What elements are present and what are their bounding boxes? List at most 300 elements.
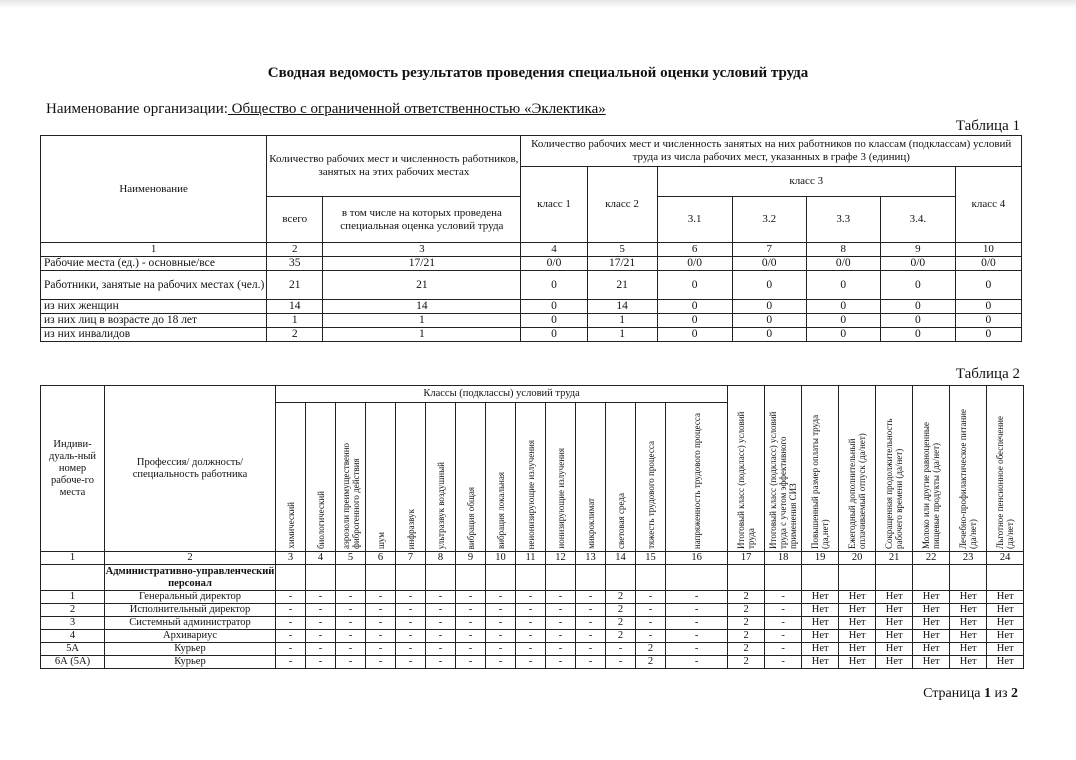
- t1-row: [41, 300, 1022, 314]
- t2-colnum: 8: [426, 552, 456, 565]
- summary-table-2: [40, 385, 1024, 669]
- t1-header-class2: класс 2: [587, 167, 657, 243]
- t2-cell: [913, 565, 950, 591]
- t2-cell: [950, 565, 987, 591]
- t1-cell: 0: [657, 314, 732, 328]
- t1-cell: 0: [732, 271, 806, 300]
- t2-cell: [987, 565, 1024, 591]
- t2-cell: Нет: [839, 591, 876, 604]
- organization-line: [46, 101, 606, 118]
- t2-colnum: 20: [839, 552, 876, 565]
- t2-cell: -: [306, 591, 336, 604]
- t1-header-class34: 3.4.: [880, 197, 955, 243]
- t2-cell: -: [666, 617, 728, 630]
- t2-cell: -: [516, 591, 546, 604]
- t2-cell: Нет: [839, 617, 876, 630]
- t2-cell: [606, 565, 636, 591]
- t2-cell: [486, 565, 516, 591]
- t2-factor-header: вибрация локальная: [486, 403, 516, 552]
- t2-cell: 2: [606, 604, 636, 617]
- t2-factor-header: биологический: [306, 403, 336, 552]
- t2-cell: Нет: [876, 591, 913, 604]
- t2-cell: 2: [606, 630, 636, 643]
- t2-cell: -: [546, 591, 576, 604]
- t1-header-class1: класс 1: [521, 167, 587, 243]
- t1-cell: 2: [267, 328, 323, 342]
- t2-cell: [41, 565, 105, 591]
- t2-cell: -: [576, 604, 606, 617]
- t2-factor-header: инфразвук: [396, 403, 426, 552]
- t1-cell: 0: [880, 314, 955, 328]
- t2-factor-header: ионизирующие излучения: [546, 403, 576, 552]
- t2-cell: -: [606, 656, 636, 669]
- t2-row: [41, 604, 1024, 617]
- t2-cell: Нет: [913, 643, 950, 656]
- t1-cell: 35: [267, 257, 323, 271]
- t2-colnum: 10: [486, 552, 516, 565]
- t2-cell: [728, 565, 765, 591]
- t1-colnum: 10: [955, 243, 1021, 257]
- t2-row: [41, 617, 1024, 630]
- t1-header-class4: класс 4: [955, 167, 1021, 243]
- t2-row-profession: Курьер: [105, 643, 276, 656]
- t1-cell: 0: [955, 314, 1021, 328]
- t1-cell: 0: [955, 328, 1021, 342]
- t2-cell: 2: [606, 617, 636, 630]
- t1-cell: 0: [521, 300, 587, 314]
- t1-cell: 0/0: [880, 257, 955, 271]
- t2-cell: 2: [728, 617, 765, 630]
- t2-cell: -: [516, 604, 546, 617]
- t2-header-extra-1: Итоговый класс (подкласс) условий труда с учетом эффективного применения СИЗ: [765, 386, 802, 552]
- t2-row-profession: Системный администратор: [105, 617, 276, 630]
- t2-cell: -: [666, 604, 728, 617]
- t1-cell: 0: [657, 300, 732, 314]
- t2-factor-header: световая среда: [606, 403, 636, 552]
- t2-cell: -: [366, 656, 396, 669]
- t2-cell: -: [546, 604, 576, 617]
- t2-cell: Нет: [913, 617, 950, 630]
- t2-cell: -: [396, 604, 426, 617]
- t2-row-id: 3: [41, 617, 105, 630]
- t1-header-total: всего: [267, 197, 323, 243]
- t2-factor-header: аэрозоли преимущественно фиброгенного действия: [336, 403, 366, 552]
- t1-cell: 0: [806, 271, 880, 300]
- t2-row-profession: Генеральный директор: [105, 591, 276, 604]
- t2-colnum: 11: [516, 552, 546, 565]
- t2-cell: -: [426, 630, 456, 643]
- t2-cell: Нет: [913, 630, 950, 643]
- t2-cell: -: [276, 630, 306, 643]
- t2-cell: -: [546, 643, 576, 656]
- t2-cell: -: [486, 643, 516, 656]
- t2-cell: Нет: [839, 656, 876, 669]
- document-title: Сводная ведомость результатов проведения специальной оценки условий труда: [267, 65, 809, 81]
- t2-cell: Нет: [802, 630, 839, 643]
- t2-row-id: 2: [41, 604, 105, 617]
- t1-cell: 0: [521, 271, 587, 300]
- t2-colnum: 12: [546, 552, 576, 565]
- t2-cell: Нет: [987, 617, 1024, 630]
- t1-header-name: Наименование: [41, 136, 267, 243]
- t2-cell: -: [765, 591, 802, 604]
- t1-header-sout: в том числе на которых проведена специальная оценка условий труда: [323, 197, 521, 243]
- t1-cell: 1: [587, 328, 657, 342]
- t1-cell: 0: [955, 271, 1021, 300]
- table2-label: Таблица 2: [955, 366, 1020, 382]
- t2-colnum: 21: [876, 552, 913, 565]
- t2-cell: -: [426, 591, 456, 604]
- t2-cell: [839, 565, 876, 591]
- t2-colnum: 3: [276, 552, 306, 565]
- t2-row: [41, 591, 1024, 604]
- t2-cell: -: [546, 617, 576, 630]
- t2-cell: Нет: [950, 604, 987, 617]
- t1-cell: 0/0: [732, 257, 806, 271]
- t2-cell: -: [765, 630, 802, 643]
- t2-cell: -: [486, 630, 516, 643]
- t2-colnum: 7: [396, 552, 426, 565]
- t1-row-name: Рабочие места (ед.) - основные/все: [41, 257, 267, 271]
- t1-header-classes: Количество рабочих мест и численность занятых на них работников по классам (подклассам) условий труда из числа рабочих мест, указанных в графе 3 (единиц): [521, 136, 1022, 167]
- t2-cell: -: [636, 604, 666, 617]
- t2-cell: -: [765, 656, 802, 669]
- t1-row-name: из них инвалидов: [41, 328, 267, 342]
- t2-colnum: 5: [336, 552, 366, 565]
- t2-cell: -: [606, 643, 636, 656]
- t2-cell: 2: [728, 630, 765, 643]
- t1-cell: 21: [267, 271, 323, 300]
- t2-factor-header: ультразвук воздушный: [426, 403, 456, 552]
- t2-factor-header: напряженность трудового процесса: [666, 403, 728, 552]
- t2-cell: [396, 565, 426, 591]
- t2-cell: -: [306, 656, 336, 669]
- t2-cell: -: [666, 630, 728, 643]
- t2-cell: -: [636, 591, 666, 604]
- t2-cell: -: [456, 604, 486, 617]
- t1-row: [41, 314, 1022, 328]
- t1-cell: 0/0: [955, 257, 1021, 271]
- t2-cell: [876, 565, 913, 591]
- t2-colnum: 23: [950, 552, 987, 565]
- t2-cell: -: [276, 604, 306, 617]
- t2-colnum: 16: [666, 552, 728, 565]
- t2-factor-header: тяжесть трудового процесса: [636, 403, 666, 552]
- t2-cell: Нет: [839, 630, 876, 643]
- t2-column-numbers: [41, 552, 1024, 565]
- t2-colnum: 1: [41, 552, 105, 565]
- t2-cell: -: [516, 643, 546, 656]
- t1-cell: 14: [587, 300, 657, 314]
- t2-cell: -: [486, 604, 516, 617]
- t2-cell: -: [456, 630, 486, 643]
- t1-cell: 0/0: [806, 257, 880, 271]
- t2-row-id: 5А: [41, 643, 105, 656]
- t1-cell: 0: [880, 271, 955, 300]
- t2-cell: -: [666, 656, 728, 669]
- t2-group-row: [41, 565, 1024, 591]
- t1-cell: 14: [323, 300, 521, 314]
- page-counter: Страница 1 из 2: [923, 686, 1018, 701]
- t2-cell: Нет: [913, 591, 950, 604]
- t2-cell: Нет: [839, 604, 876, 617]
- t2-cell: Нет: [950, 643, 987, 656]
- summary-table-1: [40, 135, 1022, 342]
- t2-row-id: 4: [41, 630, 105, 643]
- t2-cell: -: [366, 617, 396, 630]
- t2-cell: -: [486, 617, 516, 630]
- t2-header-extra-5: Молоко или другие равноценные пищевые продукты (да/нет): [913, 386, 950, 552]
- t2-cell: Нет: [802, 617, 839, 630]
- t2-colnum: 6: [366, 552, 396, 565]
- t2-cell: -: [636, 630, 666, 643]
- t2-factor-header: неионизирующие излучения: [516, 403, 546, 552]
- t1-cell: 17/21: [587, 257, 657, 271]
- t2-cell: Нет: [987, 604, 1024, 617]
- t2-row: [41, 643, 1024, 656]
- t2-cell: -: [486, 656, 516, 669]
- t2-factor-header: химический: [276, 403, 306, 552]
- t2-cell: -: [336, 656, 366, 669]
- t2-cell: [366, 565, 396, 591]
- t1-header-class31: 3.1: [657, 197, 732, 243]
- t2-cell: -: [276, 617, 306, 630]
- t2-cell: -: [426, 617, 456, 630]
- t2-cell: -: [426, 643, 456, 656]
- t2-cell: Нет: [913, 656, 950, 669]
- t2-cell: Нет: [876, 643, 913, 656]
- t2-cell: -: [765, 617, 802, 630]
- t2-cell: -: [426, 604, 456, 617]
- t2-header-extra-3: Ежегодный дополнительный оплачиваемый отпуск (да/нет): [839, 386, 876, 552]
- t2-factor-header: шум: [366, 403, 396, 552]
- t2-factor-header: вибрация общая: [456, 403, 486, 552]
- t2-cell: 2: [728, 591, 765, 604]
- t1-cell: 0: [955, 300, 1021, 314]
- t2-cell: -: [336, 643, 366, 656]
- t1-column-numbers: [41, 243, 1022, 257]
- t2-colnum: 17: [728, 552, 765, 565]
- t1-header-class3: класс 3: [657, 167, 955, 197]
- t2-cell: Нет: [987, 630, 1024, 643]
- t1-cell: 0: [880, 300, 955, 314]
- t2-cell: -: [516, 656, 546, 669]
- t2-cell: -: [576, 591, 606, 604]
- t2-cell: Нет: [987, 591, 1024, 604]
- t1-cell: 21: [323, 271, 521, 300]
- t2-cell: 2: [636, 643, 666, 656]
- t2-cell: -: [306, 630, 336, 643]
- t2-cell: Нет: [802, 656, 839, 669]
- t2-row-id: 1: [41, 591, 105, 604]
- t2-cell: [456, 565, 486, 591]
- t2-cell: Нет: [913, 604, 950, 617]
- t2-cell: 2: [606, 591, 636, 604]
- t1-cell: 0: [732, 300, 806, 314]
- t2-header-extra-7: Льготное пенсионное обеспечение (да/нет): [987, 386, 1024, 552]
- t2-factor-header: микроклимат: [576, 403, 606, 552]
- t2-cell: [546, 565, 576, 591]
- t1-colnum: 4: [521, 243, 587, 257]
- t1-cell: 0: [521, 314, 587, 328]
- t2-cell: Нет: [950, 617, 987, 630]
- t2-cell: [426, 565, 456, 591]
- t1-cell: 0: [657, 328, 732, 342]
- t2-cell: [336, 565, 366, 591]
- t2-cell: -: [456, 591, 486, 604]
- t1-cell: 0: [806, 300, 880, 314]
- t2-cell: -: [516, 617, 546, 630]
- t1-colnum: 7: [732, 243, 806, 257]
- t1-colnum: 9: [880, 243, 955, 257]
- t2-cell: -: [336, 591, 366, 604]
- t1-row-name: из них женщин: [41, 300, 267, 314]
- t1-cell: 0: [521, 328, 587, 342]
- t2-cell: Нет: [987, 643, 1024, 656]
- t2-cell: [802, 565, 839, 591]
- t2-cell: [306, 565, 336, 591]
- t1-cell: 0: [732, 328, 806, 342]
- t1-colnum: 3: [323, 243, 521, 257]
- t2-header-extra-6: Лечебно-профилактическое питание (да/нет): [950, 386, 987, 552]
- t2-cell: -: [306, 604, 336, 617]
- t2-header-extra-2: Повышенный размер оплаты труда (да,нет): [802, 386, 839, 552]
- t2-cell: -: [546, 656, 576, 669]
- t2-cell: -: [336, 630, 366, 643]
- t2-colnum: 13: [576, 552, 606, 565]
- t2-cell: -: [366, 643, 396, 656]
- t2-row-profession: Исполнительный директор: [105, 604, 276, 617]
- t2-cell: -: [426, 656, 456, 669]
- t2-cell: Нет: [876, 656, 913, 669]
- t2-cell: Нет: [950, 630, 987, 643]
- t2-cell: -: [276, 643, 306, 656]
- organization-name: Общество с ограниченной ответственностью «Эклектика»: [227, 101, 606, 117]
- t1-row: [41, 271, 1022, 300]
- t2-cell: -: [396, 656, 426, 669]
- t2-colnum: 18: [765, 552, 802, 565]
- t2-cell: -: [666, 591, 728, 604]
- t2-cell: -: [456, 617, 486, 630]
- t2-cell: -: [396, 617, 426, 630]
- t1-cell: 1: [323, 328, 521, 342]
- t1-header-count: Количество рабочих мест и численность работников, занятых на этих рабочих местах: [267, 136, 521, 197]
- t2-colnum: 15: [636, 552, 666, 565]
- t1-colnum: 5: [587, 243, 657, 257]
- t2-cell: -: [456, 643, 486, 656]
- t2-header-profession: Профессия/ должность/ специальность работника: [105, 386, 276, 552]
- t2-colnum: 4: [306, 552, 336, 565]
- t2-cell: -: [366, 630, 396, 643]
- t2-cell: -: [396, 643, 426, 656]
- t2-cell: -: [276, 591, 306, 604]
- t2-cell: -: [306, 643, 336, 656]
- t2-colnum: 9: [456, 552, 486, 565]
- t2-colnum: 22: [913, 552, 950, 565]
- t2-header-extra-0: Итоговый класс (подкласс) условий труда: [728, 386, 765, 552]
- t2-cell: [516, 565, 546, 591]
- t2-cell: -: [396, 630, 426, 643]
- t1-cell: 0: [806, 314, 880, 328]
- t2-cell: Нет: [950, 591, 987, 604]
- t2-cell: -: [576, 630, 606, 643]
- t2-cell: -: [516, 630, 546, 643]
- t2-cell: -: [336, 617, 366, 630]
- t2-cell: 2: [728, 604, 765, 617]
- t2-cell: Нет: [839, 643, 876, 656]
- t2-cell: -: [336, 604, 366, 617]
- t1-cell: 1: [587, 314, 657, 328]
- t1-colnum: 6: [657, 243, 732, 257]
- t2-cell: -: [456, 656, 486, 669]
- t2-cell: Нет: [950, 656, 987, 669]
- t2-cell: -: [276, 656, 306, 669]
- t1-cell: 0: [732, 314, 806, 328]
- t1-cell: 0: [657, 271, 732, 300]
- t1-colnum: 1: [41, 243, 267, 257]
- t1-cell: 14: [267, 300, 323, 314]
- scan-edge: [0, 0, 1076, 8]
- t2-cell: [636, 565, 666, 591]
- t2-colnum: 2: [105, 552, 276, 565]
- t2-cell: 2: [636, 656, 666, 669]
- t1-cell: 21: [587, 271, 657, 300]
- t2-cell: -: [306, 617, 336, 630]
- t1-cell: 17/21: [323, 257, 521, 271]
- t1-cell: 1: [267, 314, 323, 328]
- t1-cell: 0/0: [521, 257, 587, 271]
- t2-cell: -: [576, 643, 606, 656]
- t2-header-extra-4: Сокращенная продолжительность рабочего времени (да/нет): [876, 386, 913, 552]
- t2-cell: Нет: [876, 630, 913, 643]
- t2-colnum: 19: [802, 552, 839, 565]
- t1-colnum: 2: [267, 243, 323, 257]
- t2-cell: -: [636, 617, 666, 630]
- t2-cell: -: [546, 630, 576, 643]
- t2-cell: 2: [728, 656, 765, 669]
- t2-cell: [666, 565, 728, 591]
- t2-cell: [276, 565, 306, 591]
- t2-header-id: Индиви-дуаль-ный номер рабоче-го места: [41, 386, 105, 552]
- t2-cell: -: [666, 643, 728, 656]
- t1-colnum: 8: [806, 243, 880, 257]
- t1-row-name: из них лиц в возрасте до 18 лет: [41, 314, 267, 328]
- t2-cell: [576, 565, 606, 591]
- t2-colnum: 24: [987, 552, 1024, 565]
- t2-cell: Нет: [876, 617, 913, 630]
- t1-header-class32: 3.2: [732, 197, 806, 243]
- t2-cell: Нет: [802, 604, 839, 617]
- t1-header-class33: 3.3: [806, 197, 880, 243]
- t1-cell: 0/0: [657, 257, 732, 271]
- t2-header-classes: Классы (подклассы) условий труда: [276, 386, 728, 403]
- t2-row-profession: Курьер: [105, 656, 276, 669]
- t2-cell: -: [366, 604, 396, 617]
- t2-colnum: 14: [606, 552, 636, 565]
- t2-cell: -: [765, 643, 802, 656]
- t2-cell: -: [576, 617, 606, 630]
- t1-row-name: Работники, занятые на рабочих местах (чел.): [41, 271, 267, 300]
- t2-cell: -: [765, 604, 802, 617]
- t2-cell: -: [576, 656, 606, 669]
- t1-cell: 1: [323, 314, 521, 328]
- t2-cell: 2: [728, 643, 765, 656]
- t2-group-name: Административно-управленческий персонал: [105, 565, 275, 589]
- organization-label: Наименование организации:: [46, 101, 228, 117]
- t2-cell: -: [366, 591, 396, 604]
- t2-cell: [765, 565, 802, 591]
- t1-row: [41, 257, 1022, 271]
